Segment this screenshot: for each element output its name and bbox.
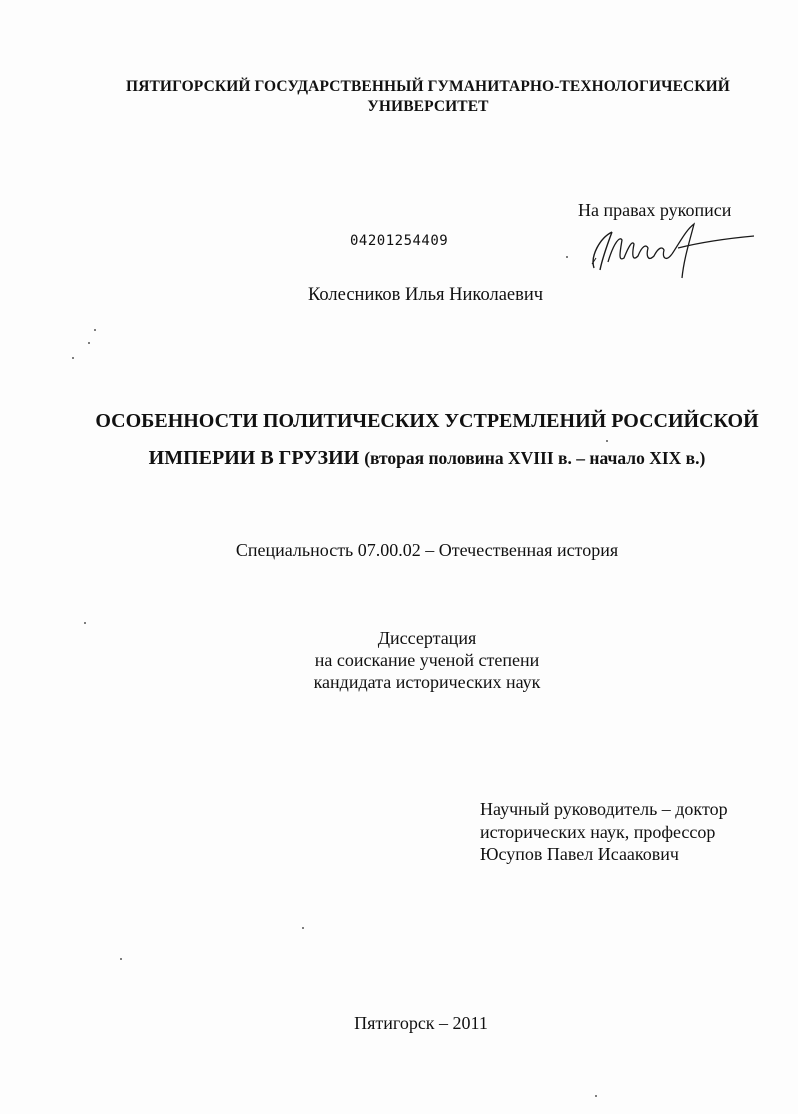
signature-image [582, 218, 762, 288]
university-name [28, 77, 798, 117]
scan-speck [566, 256, 568, 258]
rights-note: На правах рукописи [578, 200, 732, 220]
scan-speck [88, 342, 90, 344]
scan-speck [94, 329, 96, 331]
title-line-2-period: (вторая половина XVIII в. – начало XIX в.) [364, 448, 706, 468]
scan-speck [595, 1095, 597, 1097]
supervisor-line-3: Юсупов Павел Исаакович [480, 844, 679, 864]
supervisor-line-2: исторических наук, профессор [480, 821, 716, 842]
dissertation-line-1: Диссертация [377, 628, 477, 648]
city-year: Пятигорск – 2011 [354, 1013, 488, 1033]
scan-speck [606, 440, 608, 442]
scan-speck [302, 927, 304, 929]
title-line-1: ОСОБЕННОСТИ ПОЛИТИЧЕСКИХ УСТРЕМЛЕНИЙ РОССИЙСКОЙ [95, 410, 759, 432]
university-line-1: ПЯТИГОРСКИЙ ГОСУДАРСТВЕННЫЙ ГУМАНИТАРНО-ТЕХНОЛОГИЧЕСКИЙ [126, 78, 730, 95]
dissertation-line-2: на соискание ученой степени [314, 650, 540, 670]
specialty: Специальность 07.00.02 – Отечественная история [235, 540, 619, 560]
supervisor-block [480, 798, 728, 866]
title-line-2 [28, 447, 798, 470]
title-line-2-main: ИМПЕРИИ В ГРУЗИИ [148, 447, 360, 469]
scan-speck [84, 622, 86, 624]
supervisor-line-1: Научный руководитель – доктор [480, 799, 728, 819]
dissertation-line-3: кандидата исторических наук [313, 672, 541, 692]
archive-code: 04201254409 [350, 233, 449, 249]
university-line-2: УНИВЕРСИТЕТ [367, 98, 489, 115]
author-name: Колесников Илья Николаевич [308, 285, 544, 305]
scan-speck [120, 958, 122, 960]
scan-speck [72, 357, 74, 359]
dissertation-block [28, 627, 798, 693]
